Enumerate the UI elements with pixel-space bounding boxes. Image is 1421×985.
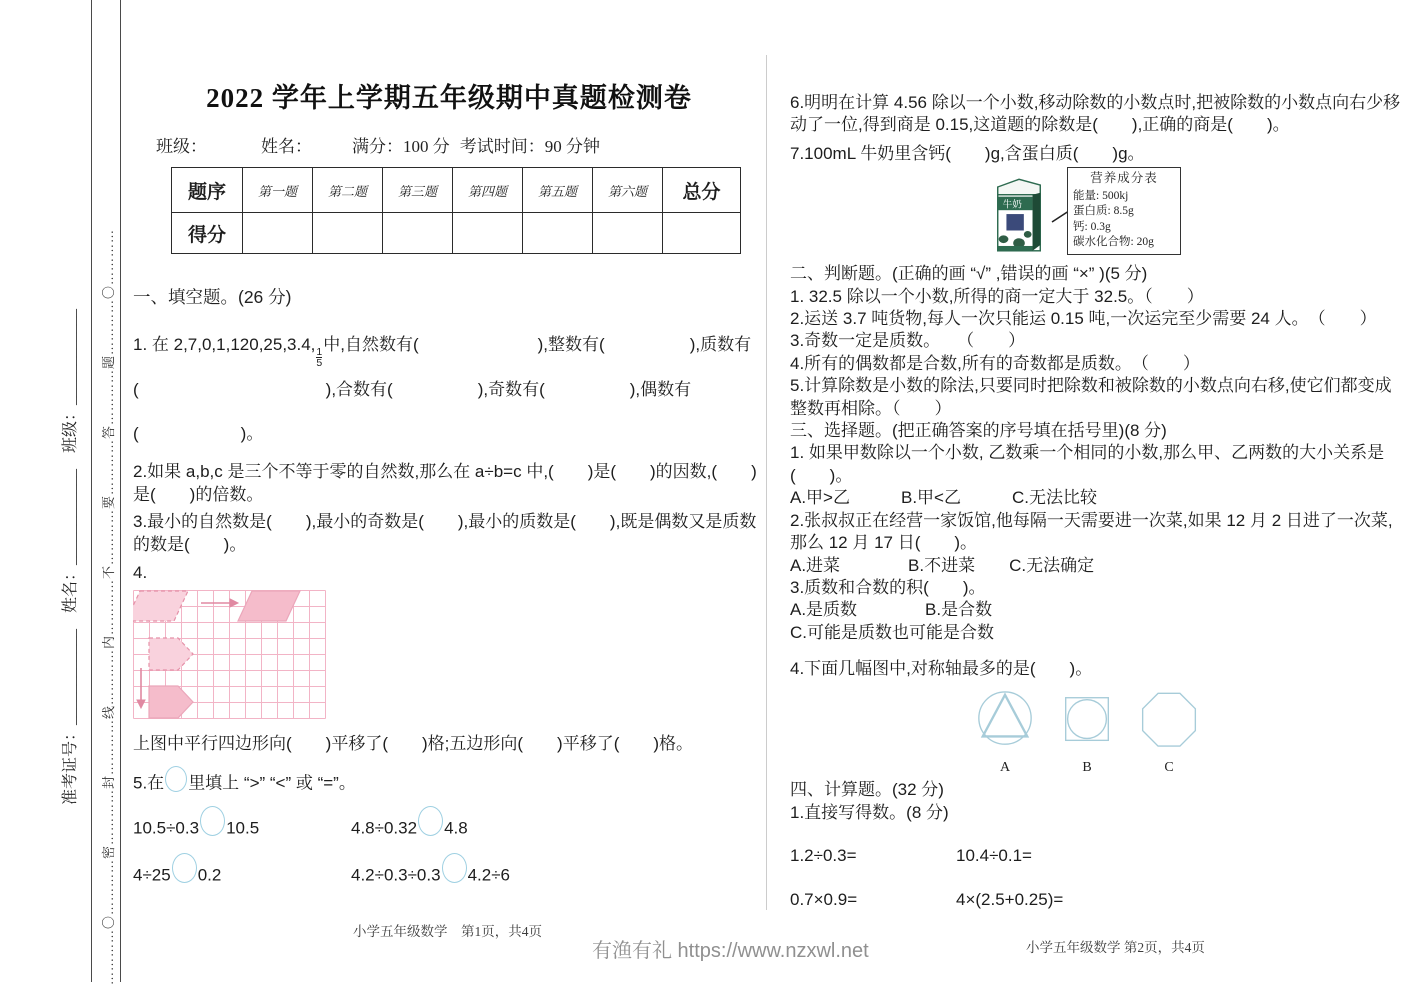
seal-border-line-inner xyxy=(120,0,121,982)
q1-line2: ( ),合数有( ),奇数有( ),偶数有 xyxy=(133,380,692,399)
score-table-header-cell: 第五题 xyxy=(523,168,593,213)
q1-rest: 中,自然数有( ),整数有( ),质数有 xyxy=(323,335,752,354)
milk-figure xyxy=(790,167,1404,263)
calc-row xyxy=(790,889,1404,911)
choice-question-4: 4.下面几幅图中,对称轴最多的是( )。 xyxy=(790,659,1093,679)
shape-label: B xyxy=(1082,759,1092,775)
score-cell-empty xyxy=(313,213,383,254)
comparison-expression xyxy=(351,861,510,891)
parallelogram-original-dashed xyxy=(133,591,188,621)
milk-carton-image xyxy=(990,175,1048,257)
judge-item: 5.计算除数是小数的除法,只要同时把除数和被除数的小数点向右移,使它们都变成整数再相除。（ ） xyxy=(790,376,1392,418)
calc-expression: 0.7×0.9= xyxy=(790,889,858,909)
milk-carton-label: 牛奶 xyxy=(1002,199,1022,211)
compare-circle-icon xyxy=(418,806,443,836)
symmetry-shapes-row xyxy=(790,689,1404,780)
question-4-caption: 上图中平行四边形向( )平移了( )格;五边形向( )平移了( )格。 xyxy=(133,734,694,753)
full-score-label: 满分：100 分 xyxy=(352,137,450,156)
choice-options-3c: C.可能是质数也可能是合数 xyxy=(790,622,994,642)
compare-circle-icon xyxy=(172,853,197,883)
judge-item: 1. 32.5 除以一个小数,所得的商一定大于 32.5。（ ） xyxy=(790,286,1204,306)
pentagon-original-dashed xyxy=(149,638,193,670)
page-1 xyxy=(133,70,765,891)
choice-question-3: 3.质数和合数的积( )。 xyxy=(790,577,986,597)
expr-left: 4.2÷0.3÷0.3 xyxy=(351,865,441,885)
score-table-header-cell: 第三题 xyxy=(383,168,453,213)
score-table xyxy=(171,167,741,254)
score-table-score-row xyxy=(172,213,741,254)
shape-label: C xyxy=(1164,759,1174,775)
score-table-header-cell: 总分 xyxy=(663,168,741,213)
translation-grid-figure xyxy=(133,590,326,719)
page-title: 2022 学年上学期五年级期中真题检测卷 xyxy=(206,83,692,113)
seal-border-line-outer xyxy=(91,0,92,982)
expr-left: 4.8÷0.32 xyxy=(351,818,418,838)
q1-lead: 1. 在 2,7,0,1,120,25,3.4, xyxy=(133,335,316,354)
footer-page-number-right: 小学五年级数学 第2页，共4页 xyxy=(1026,940,1205,955)
question-7-text: 7.100mL 牛奶里含钙( )g,含蛋白质( )g。 xyxy=(790,143,1145,163)
score-cell-empty xyxy=(523,213,593,254)
comparison-expression xyxy=(133,814,351,844)
comparison-expression xyxy=(351,814,468,844)
score-table-header-cell: 第一题 xyxy=(243,168,313,213)
score-cell-empty xyxy=(453,213,523,254)
expr-left: 10.5÷0.3 xyxy=(133,818,200,838)
circle-with-triangle-icon xyxy=(973,689,1037,751)
section3-heading: 三、选择题。(把正确答案的序号填在括号里)(8 分) xyxy=(790,421,1167,441)
calc-expression: 4×(2.5+0.25)= xyxy=(956,889,1064,909)
shape-label: A xyxy=(999,759,1011,775)
fraction-numerator: 1 xyxy=(316,346,323,358)
seal-line-text: …………〇…………密…………封…………线…………内…………不…………要…………答…………题…………〇………… xyxy=(101,228,116,985)
expr-right: 0.2 xyxy=(197,865,222,885)
question-6-text: 6.明明在计算 4.56 除以一个小数,移动除数的小数点时,把被除数的小数点向右少移动了一位,得到商是 0.15,这道题的除数是( ),正确的商是( )。 xyxy=(790,93,1401,135)
choice-question-2: 2.张叔叔正在经营一家饭馆,他每隔一天需要进一次菜,如果 12 月 2 日进了一次菜,那么 12 月 17 日( )。 xyxy=(790,510,1393,553)
choice-question-1: 1. 如果甲数除以一个小数, 乙数乘一个相同的小数,那么甲、乙两数的大小关系是( )。 xyxy=(790,443,1385,485)
right-arrow xyxy=(201,599,238,607)
judge-item: 2.运送 3.7 吨货物,每人一次只能运 0.15 吨,一次运完至少需要 24 人。 （ ） xyxy=(790,309,1377,329)
compare-circle-icon xyxy=(200,806,225,836)
section4-sub1: 1.直接写得数。(8 分) xyxy=(790,802,949,822)
question-5-text xyxy=(133,771,765,797)
choice-options-2: A.进菜 B.不进菜 C.无法确定 xyxy=(790,555,1095,575)
nutrition-row-carbs: 碳水化合物: 20g xyxy=(1073,236,1154,249)
class-field-label: 班级： xyxy=(156,137,207,156)
question-3-text: 3.最小的自然数是( ),最小的奇数是( ),最小的质数是( ),既是偶数又是质数的数是( )。 xyxy=(133,512,757,554)
shape-option-b xyxy=(1061,689,1113,780)
question-2-text: 2.如果 a,b,c 是三个不等于零的自然数,那么在 a÷b=c 中,( )是( )的因数,( )是( )的倍数。 xyxy=(133,462,757,504)
calc-expression: 10.4÷0.1= xyxy=(956,846,1032,866)
score-table-header-row xyxy=(172,168,741,213)
score-row-label: 得分 xyxy=(172,213,243,254)
score-cell-empty xyxy=(593,213,663,254)
choice-options-3ab: A.是质数 B.是合数 xyxy=(790,600,993,620)
q5-rest: 里填上 “>” “<” 或 “=”。 xyxy=(188,773,356,793)
parallelogram-translated xyxy=(238,591,300,621)
compare-circle-icon xyxy=(165,766,187,792)
exam-info-row xyxy=(133,132,765,157)
page-2 xyxy=(790,92,1404,911)
comparison-expression xyxy=(133,861,351,891)
expr-right: 10.5 xyxy=(226,818,260,838)
question-4-number: 4. xyxy=(133,563,148,582)
nutrition-row-calcium: 钙: 0.3g xyxy=(1073,220,1111,233)
question-1-text xyxy=(133,323,765,456)
compare-circle-icon xyxy=(442,853,467,883)
octagon-icon xyxy=(1137,689,1201,751)
score-table-header-cell: 题序 xyxy=(172,168,243,213)
judge-item: 4.所有的偶数都是合数,所有的奇数都是质数。 （ ） xyxy=(790,353,1200,373)
q5-lead: 5.在 xyxy=(133,773,165,793)
square-with-circle-icon xyxy=(1061,689,1113,751)
shape-option-c xyxy=(1137,689,1201,780)
page-divider-line xyxy=(766,55,767,910)
expr-left: 4÷25 xyxy=(133,865,171,885)
section4-heading: 四、计算题。(32 分) xyxy=(790,780,944,800)
pentagon-translated xyxy=(149,686,193,718)
score-cell-empty xyxy=(243,213,313,254)
nutrition-table xyxy=(1067,167,1181,255)
choice-options-1: A.甲>乙 B.甲<乙 C.无法比较 xyxy=(790,488,1097,508)
score-table-header-cell: 第六题 xyxy=(593,168,663,213)
footer-page-number-left: 小学五年级数学 第1页，共4页 xyxy=(353,924,542,939)
score-cell-empty xyxy=(383,213,453,254)
comparison-row xyxy=(133,861,765,891)
score-table-header-cell: 第二题 xyxy=(313,168,383,213)
name-field-label: 姓名： xyxy=(261,137,312,156)
judge-item: 3.奇数一定是质数。 （ ） xyxy=(790,331,1026,351)
fraction-denominator: 5 xyxy=(316,357,323,369)
section2-heading: 二、判断题。(正确的画 “√” ,错误的画 “×” )(5 分) xyxy=(790,264,1148,284)
fraction-one-fifth xyxy=(316,347,322,368)
comparison-row xyxy=(133,814,765,844)
score-cell-empty xyxy=(663,213,741,254)
student-info-fields-vertical: 准考证号：____________ 姓名：____________ 班级：____________ xyxy=(62,308,79,805)
down-arrow xyxy=(137,668,145,708)
shape-option-a xyxy=(973,689,1037,780)
calc-expression: 1.2÷0.3= xyxy=(790,846,857,866)
exam-time-label: 考试时间：90 分钟 xyxy=(459,137,600,156)
q1-line3: ( )。 xyxy=(133,424,264,443)
expr-right: 4.8 xyxy=(444,818,468,838)
expr-right: 4.2÷6 xyxy=(467,865,510,885)
watermark-link: 有渔有礼 https://www.nzxwl.net xyxy=(592,940,869,962)
calc-row xyxy=(790,845,1404,867)
section1-heading: 一、填空题。(26 分) xyxy=(133,287,292,307)
score-table-header-cell: 第四题 xyxy=(453,168,523,213)
nutrition-row-energy: 能量: 500kj xyxy=(1073,189,1129,202)
nutrition-title: 营养成分表 xyxy=(1090,171,1158,186)
nutrition-row-protein: 蛋白质: 8.5g xyxy=(1073,205,1134,218)
